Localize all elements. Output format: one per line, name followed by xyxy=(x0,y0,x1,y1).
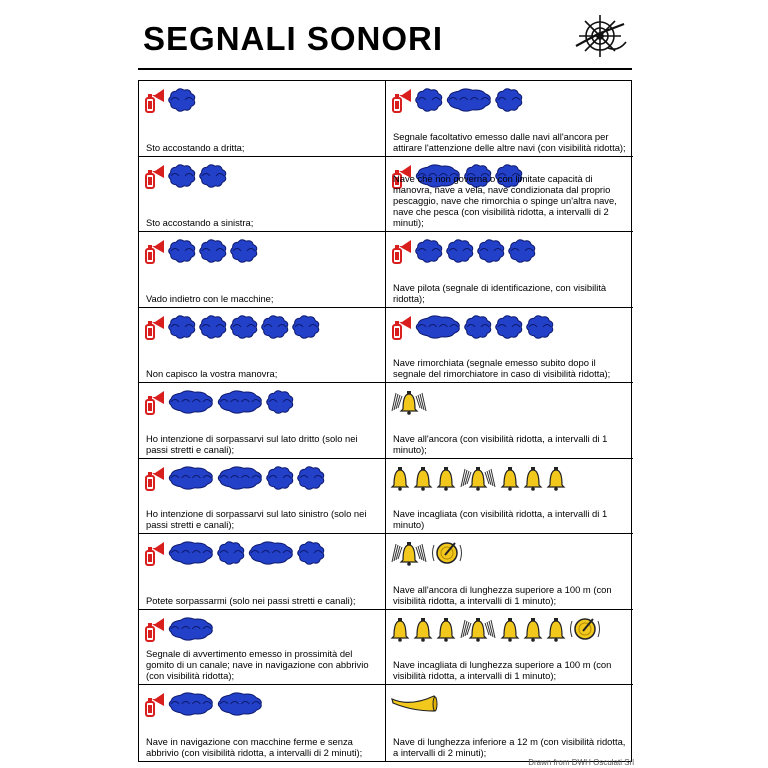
bell-icon xyxy=(523,465,543,491)
signal-icons xyxy=(390,387,428,417)
short-blast-icon xyxy=(266,390,294,414)
long-blast-icon xyxy=(248,541,294,565)
long-blast-icon xyxy=(217,692,263,716)
signal-cell xyxy=(386,308,633,384)
signal-cell xyxy=(139,308,386,384)
signal-description: Segnale facoltativo emesso dalle navi all'ancora per attirare l'attenzione delle altre navi (con visibilità ridotta); xyxy=(393,130,626,153)
short-blast-icon xyxy=(168,239,196,263)
signal-description: Nave all'ancora di lunghezza superiore a 100 m (con visibilità ridotta, a intervalli di 1 minuto); xyxy=(393,583,612,606)
ship-wheel-logo-icon xyxy=(568,12,632,62)
bell-icon xyxy=(500,616,520,642)
title-divider xyxy=(138,68,632,70)
bell-icon xyxy=(413,465,433,491)
signal-icons xyxy=(390,689,438,719)
bell-icon xyxy=(436,465,456,491)
long-blast-icon xyxy=(446,88,492,112)
ringing-bell-icon xyxy=(459,616,497,642)
short-blast-icon xyxy=(297,466,325,490)
signal-cell xyxy=(139,81,386,157)
long-blast-icon xyxy=(168,541,214,565)
signal-icons xyxy=(143,236,258,266)
signals-table xyxy=(138,80,632,762)
signal-description: Nave di lunghezza inferiore a 12 m (con visibilità ridotta, a intervalli di 2 minuti); xyxy=(393,736,626,758)
signal-description: Nave che non governa o con limitate capacità di manovra, nave a vela, nave condizionata dal proprio pescaggio, nave che rimorchia o spinge un'altra nave, nave che pesca (con visibilità ridotta, a intervalli di 2 minuti); xyxy=(393,173,617,229)
signal-icons xyxy=(143,312,320,342)
signal-description: Nave incagliata di lunghezza superiore a 100 m (con visibilità ridotta, a intervalli di 1 minuto); xyxy=(393,659,612,682)
signal-icons xyxy=(143,538,325,568)
signal-cell xyxy=(386,157,633,233)
horn-icon xyxy=(143,87,165,113)
signal-cell xyxy=(386,81,633,157)
long-blast-icon xyxy=(168,617,214,641)
signal-icons xyxy=(390,85,523,115)
short-blast-icon xyxy=(217,541,245,565)
signal-description: Potete sorpassarmi (solo nei passi stretti e canali); xyxy=(146,594,356,606)
signal-icons xyxy=(390,538,463,568)
gong-icon xyxy=(431,540,463,566)
signal-description: Nave rimorchiata (segnale emesso subito dopo il segnale del rimorchiatore in caso di visibilità ridotta); xyxy=(393,357,611,380)
signal-description: Nave in navigazione con macchine ferme e senza abbrivio (con visibilità ridotta, a intervalli di 2 minuti); xyxy=(146,736,363,758)
ringing-bell-icon xyxy=(390,540,428,566)
short-blast-icon xyxy=(446,239,474,263)
signal-cell xyxy=(386,459,633,535)
whistle-icon xyxy=(390,693,438,715)
long-blast-icon xyxy=(168,390,214,414)
signal-cell xyxy=(386,685,633,761)
short-blast-icon xyxy=(168,88,196,112)
bell-icon xyxy=(413,616,433,642)
horn-icon xyxy=(143,691,165,717)
horn-icon xyxy=(143,314,165,340)
short-blast-icon xyxy=(415,88,443,112)
short-blast-icon xyxy=(495,88,523,112)
signal-cell xyxy=(386,232,633,308)
long-blast-icon xyxy=(217,390,263,414)
horn-icon xyxy=(143,465,165,491)
signal-cell xyxy=(139,232,386,308)
short-blast-icon xyxy=(292,315,320,339)
signal-description: Vado indietro con le macchine; xyxy=(146,292,274,304)
short-blast-icon xyxy=(261,315,289,339)
short-blast-icon xyxy=(230,239,258,263)
signal-cell xyxy=(139,459,386,535)
signal-icons xyxy=(390,236,536,266)
short-blast-icon xyxy=(477,239,505,263)
signal-cell xyxy=(139,157,386,233)
long-blast-icon xyxy=(168,692,214,716)
signal-icons xyxy=(143,614,214,644)
bell-icon xyxy=(436,616,456,642)
signal-description: Nave all'ancora (con visibilità ridotta, a intervalli di 1 minuto); xyxy=(393,432,608,455)
short-blast-icon xyxy=(526,315,554,339)
ringing-bell-icon xyxy=(390,389,428,415)
horn-icon xyxy=(390,238,412,264)
short-blast-icon xyxy=(415,239,443,263)
signal-description: Nave pilota (segnale di identificazione, con visibilità ridotta); xyxy=(393,281,607,304)
horn-icon xyxy=(143,616,165,642)
bell-icon xyxy=(500,465,520,491)
signal-cell xyxy=(386,534,633,610)
gong-icon xyxy=(569,616,601,642)
bell-icon xyxy=(390,465,410,491)
signal-description: Non capisco la vostra manovra; xyxy=(146,368,278,380)
short-blast-icon xyxy=(168,315,196,339)
short-blast-icon xyxy=(495,315,523,339)
horn-icon xyxy=(143,540,165,566)
horn-icon xyxy=(143,238,165,264)
short-blast-icon xyxy=(168,164,196,188)
signal-description: Segnale di avvertimento emesso in prossimità del gomito di un canale; nave in navigazione con abbrivio (con visibilità ridotta); xyxy=(146,648,369,682)
signal-description: Ho intenzione di sorpassarvi sul lato dritto (solo nei passi stretti e canali); xyxy=(146,432,358,455)
signal-description: Sto accostando a dritta; xyxy=(146,141,245,153)
signal-cell xyxy=(139,685,386,761)
short-blast-icon xyxy=(266,466,294,490)
signal-description: Ho intenzione di sorpassarvi sul lato sinistro (solo nei passi stretti e canali); xyxy=(146,508,367,531)
ringing-bell-icon xyxy=(459,465,497,491)
horn-icon xyxy=(390,87,412,113)
signal-cell xyxy=(386,610,633,686)
credit-text: Drawn from DWH Osculati Srl xyxy=(528,758,634,767)
horn-icon xyxy=(143,389,165,415)
signal-description: Sto accostando a sinistra; xyxy=(146,217,254,229)
signal-description: Nave incagliata (con visibilità ridotta, a intervalli di 1 minuto) xyxy=(393,508,608,531)
signal-cell xyxy=(139,534,386,610)
short-blast-icon xyxy=(199,239,227,263)
signal-icons xyxy=(143,85,196,115)
signal-icons xyxy=(143,689,263,719)
long-blast-icon xyxy=(415,315,461,339)
short-blast-icon xyxy=(464,315,492,339)
horn-icon xyxy=(143,163,165,189)
signal-cell xyxy=(139,610,386,686)
signal-icons xyxy=(390,614,601,644)
signal-cell xyxy=(139,383,386,459)
signal-icons xyxy=(390,463,566,493)
signal-cell xyxy=(386,383,633,459)
bell-icon xyxy=(546,465,566,491)
short-blast-icon xyxy=(297,541,325,565)
long-blast-icon xyxy=(217,466,263,490)
short-blast-icon xyxy=(508,239,536,263)
short-blast-icon xyxy=(199,315,227,339)
signal-icons xyxy=(143,463,325,493)
short-blast-icon xyxy=(199,164,227,188)
horn-icon xyxy=(390,314,412,340)
signal-icons xyxy=(390,312,554,342)
short-blast-icon xyxy=(230,315,258,339)
bell-icon xyxy=(546,616,566,642)
long-blast-icon xyxy=(168,466,214,490)
signal-icons xyxy=(143,161,227,191)
signal-icons xyxy=(143,387,294,417)
bell-icon xyxy=(390,616,410,642)
bell-icon xyxy=(523,616,543,642)
page-title: SEGNALI SONORI xyxy=(143,20,444,57)
